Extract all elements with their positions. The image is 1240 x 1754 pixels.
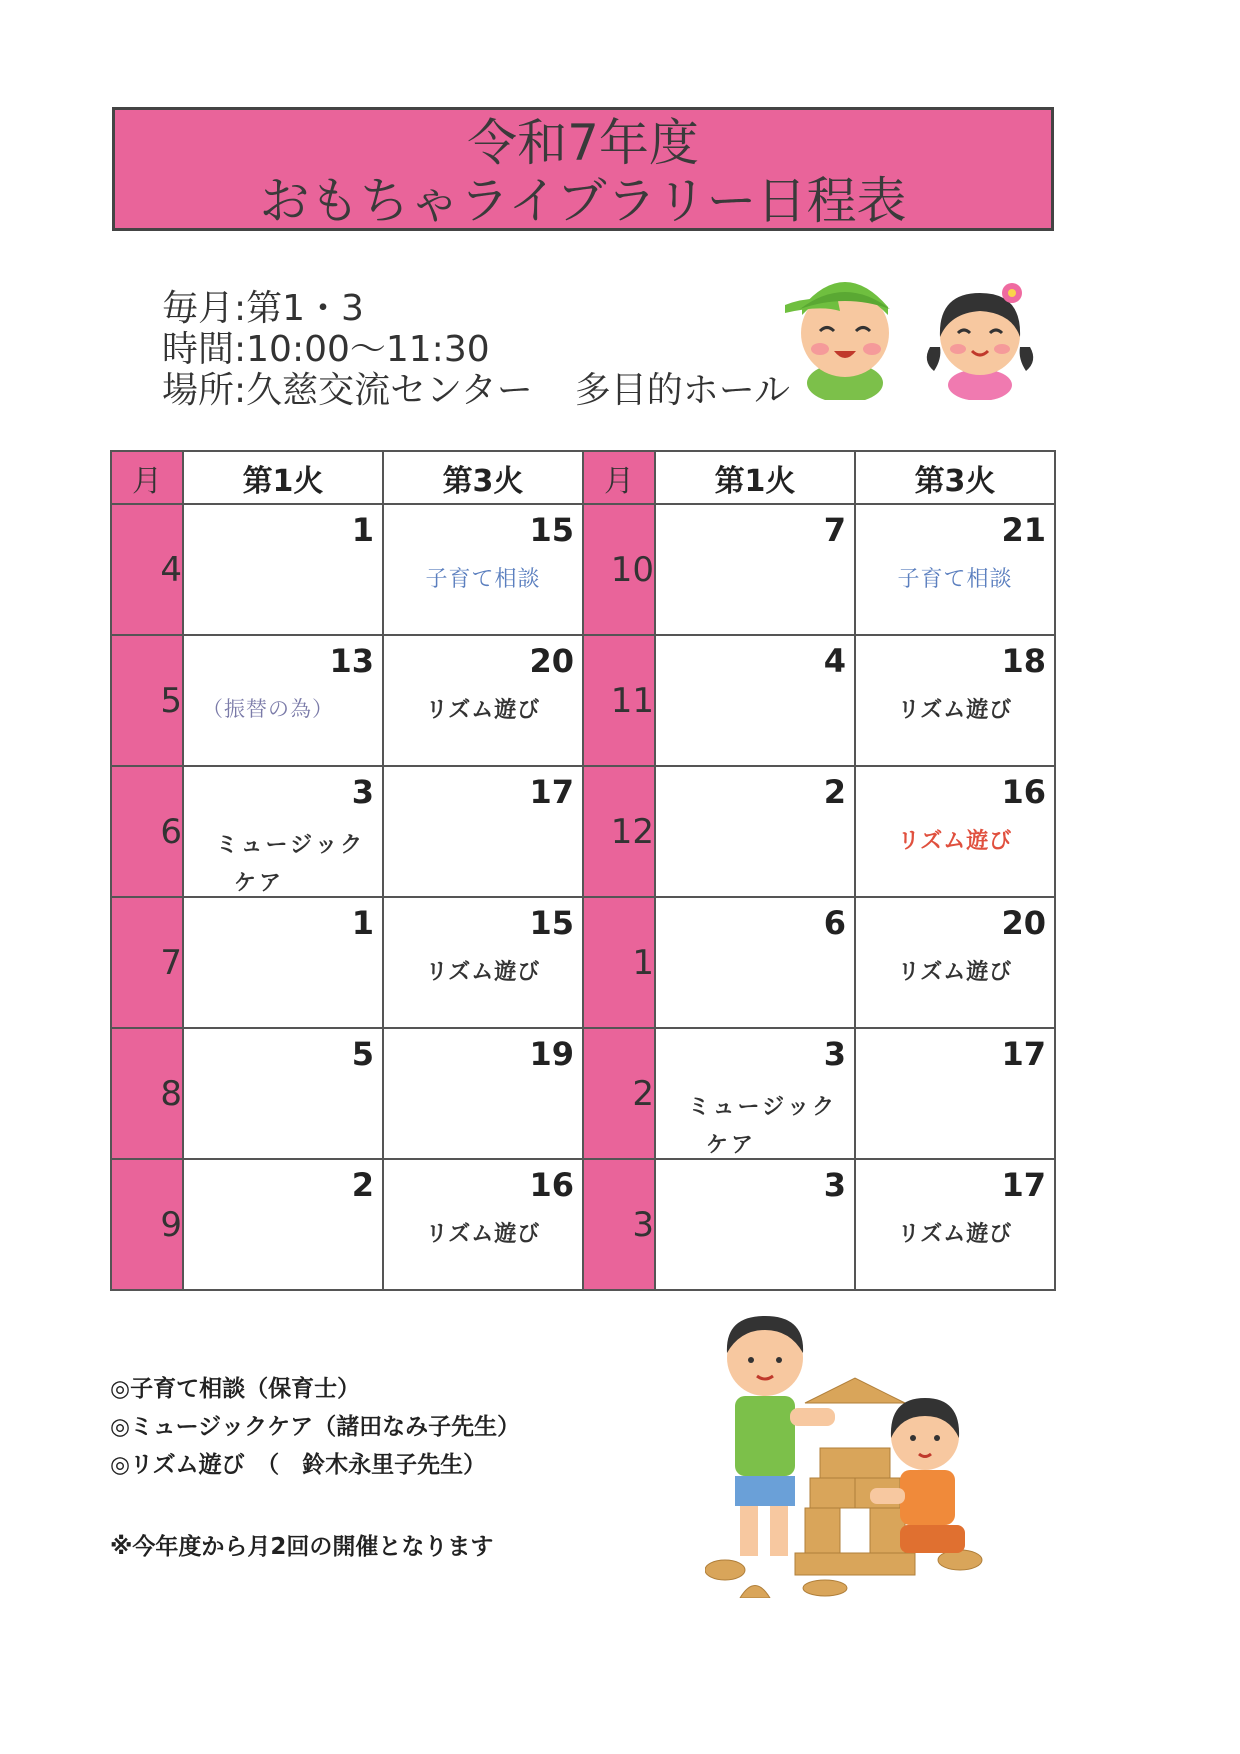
event-label: リズム遊び [897, 1222, 1013, 1247]
notice-text: ※今年度から月2回の開催となります [110, 1534, 494, 1560]
day-cell [383, 635, 583, 766]
day-number: 15 [529, 511, 574, 549]
month-cell: 4 [111, 504, 183, 635]
day-cell [655, 1159, 855, 1290]
day-number: 3 [823, 1035, 846, 1073]
legend-rhythm-play: ◎リズム遊び （ 鈴木永里子先生） [110, 1452, 487, 1478]
day-number: 15 [529, 904, 574, 942]
day-cell [655, 897, 855, 1028]
day-number: 2 [351, 1166, 374, 1204]
day-number: 19 [529, 1035, 574, 1073]
month-cell: 3 [583, 1159, 655, 1290]
day-cell [383, 1159, 583, 1290]
title-banner [112, 107, 1054, 231]
event-label: リズム遊び [425, 1222, 541, 1247]
event-label: 子育て相談 [425, 567, 541, 592]
day-number: 16 [529, 1166, 574, 1204]
day-number: 1 [351, 904, 374, 942]
info-schedule: 毎月:第1・3 [162, 288, 364, 329]
day-number: 3 [823, 1166, 846, 1204]
header-first-tue-right: 第1火 [655, 451, 855, 504]
header-month-right: 月 [583, 451, 655, 504]
month-cell: 7 [111, 897, 183, 1028]
day-number: 17 [1001, 1035, 1046, 1073]
month-cell: 10 [583, 504, 655, 635]
table-row [111, 897, 1055, 1028]
info-place-line [162, 370, 790, 411]
day-cell [183, 504, 383, 635]
day-cell [855, 897, 1055, 1028]
day-cell [855, 1159, 1055, 1290]
day-number: 20 [529, 642, 574, 680]
day-cell [383, 1028, 583, 1159]
day-cell [383, 504, 583, 635]
day-cell [855, 635, 1055, 766]
event-line: ミュージック [216, 833, 366, 858]
legend-childcare-consultation: ◎子育て相談（保育士） [110, 1376, 361, 1402]
children-faces-illustration [780, 265, 1050, 400]
info-block [162, 288, 790, 411]
month-cell: 6 [111, 766, 183, 897]
event-line: ケア [234, 871, 285, 896]
day-number: 18 [1001, 642, 1046, 680]
day-number: 7 [823, 511, 846, 549]
day-number: 17 [1001, 1166, 1046, 1204]
day-number: 20 [1001, 904, 1046, 942]
info-time: 時間:10:00〜11:30 [162, 329, 490, 370]
month-cell: 11 [583, 635, 655, 766]
day-cell [383, 766, 583, 897]
table-row [111, 1159, 1055, 1290]
children-playing-blocks-illustration [705, 1298, 1005, 1598]
day-cell [383, 897, 583, 1028]
day-cell [655, 766, 855, 897]
day-cell [655, 1028, 855, 1159]
event-line: ケア [706, 1133, 757, 1158]
day-number: 13 [329, 642, 374, 680]
header-first-tue-left: 第1火 [183, 451, 383, 504]
day-number: 4 [823, 642, 846, 680]
day-number: 2 [823, 773, 846, 811]
month-cell: 2 [583, 1028, 655, 1159]
month-cell: 12 [583, 766, 655, 897]
header-third-tue-right: 第3火 [855, 451, 1055, 504]
event-label [216, 827, 382, 903]
day-cell [183, 635, 383, 766]
day-cell [655, 504, 855, 635]
event-label: リズム遊び [897, 960, 1013, 985]
month-cell: 1 [583, 897, 655, 1028]
event-label: リズム遊び [425, 960, 541, 985]
event-label: リズム遊び [897, 829, 1013, 854]
month-cell: 9 [111, 1159, 183, 1290]
event-label: リズム遊び [897, 698, 1013, 723]
day-number: 21 [1001, 511, 1046, 549]
event-note: （振替の為） [202, 697, 334, 721]
table-row [111, 1028, 1055, 1159]
title-main: おもちゃライブラリー日程表 [259, 172, 907, 230]
day-number: 17 [529, 773, 574, 811]
info-place: 場所:久慈交流センター [162, 370, 533, 411]
day-number: 5 [351, 1035, 374, 1073]
day-cell [183, 766, 383, 897]
month-cell: 5 [111, 635, 183, 766]
legend-music-care: ◎ミュージックケア（諸田なみ子先生） [110, 1414, 521, 1440]
day-cell [855, 1028, 1055, 1159]
title-year: 令和7年度 [467, 114, 699, 172]
day-number: 1 [351, 511, 374, 549]
day-cell [855, 504, 1055, 635]
table-row [111, 635, 1055, 766]
info-hall: 多目的ホール [574, 370, 790, 411]
day-cell [183, 1028, 383, 1159]
table-row [111, 504, 1055, 635]
event-label [688, 1089, 854, 1165]
day-cell [855, 766, 1055, 897]
day-cell [655, 635, 855, 766]
event-label: 子育て相談 [897, 567, 1013, 592]
table-header-row [111, 451, 1055, 504]
header-third-tue-left: 第3火 [383, 451, 583, 504]
day-number: 3 [351, 773, 374, 811]
day-cell [183, 1159, 383, 1290]
day-number: 16 [1001, 773, 1046, 811]
event-label: リズム遊び [425, 698, 541, 723]
header-month-left: 月 [111, 451, 183, 504]
legend-block [110, 1370, 520, 1484]
event-line: ミュージック [688, 1095, 838, 1120]
day-number: 6 [823, 904, 846, 942]
schedule-table [110, 450, 1056, 1291]
day-cell [183, 897, 383, 1028]
table-row [111, 766, 1055, 897]
month-cell: 8 [111, 1028, 183, 1159]
